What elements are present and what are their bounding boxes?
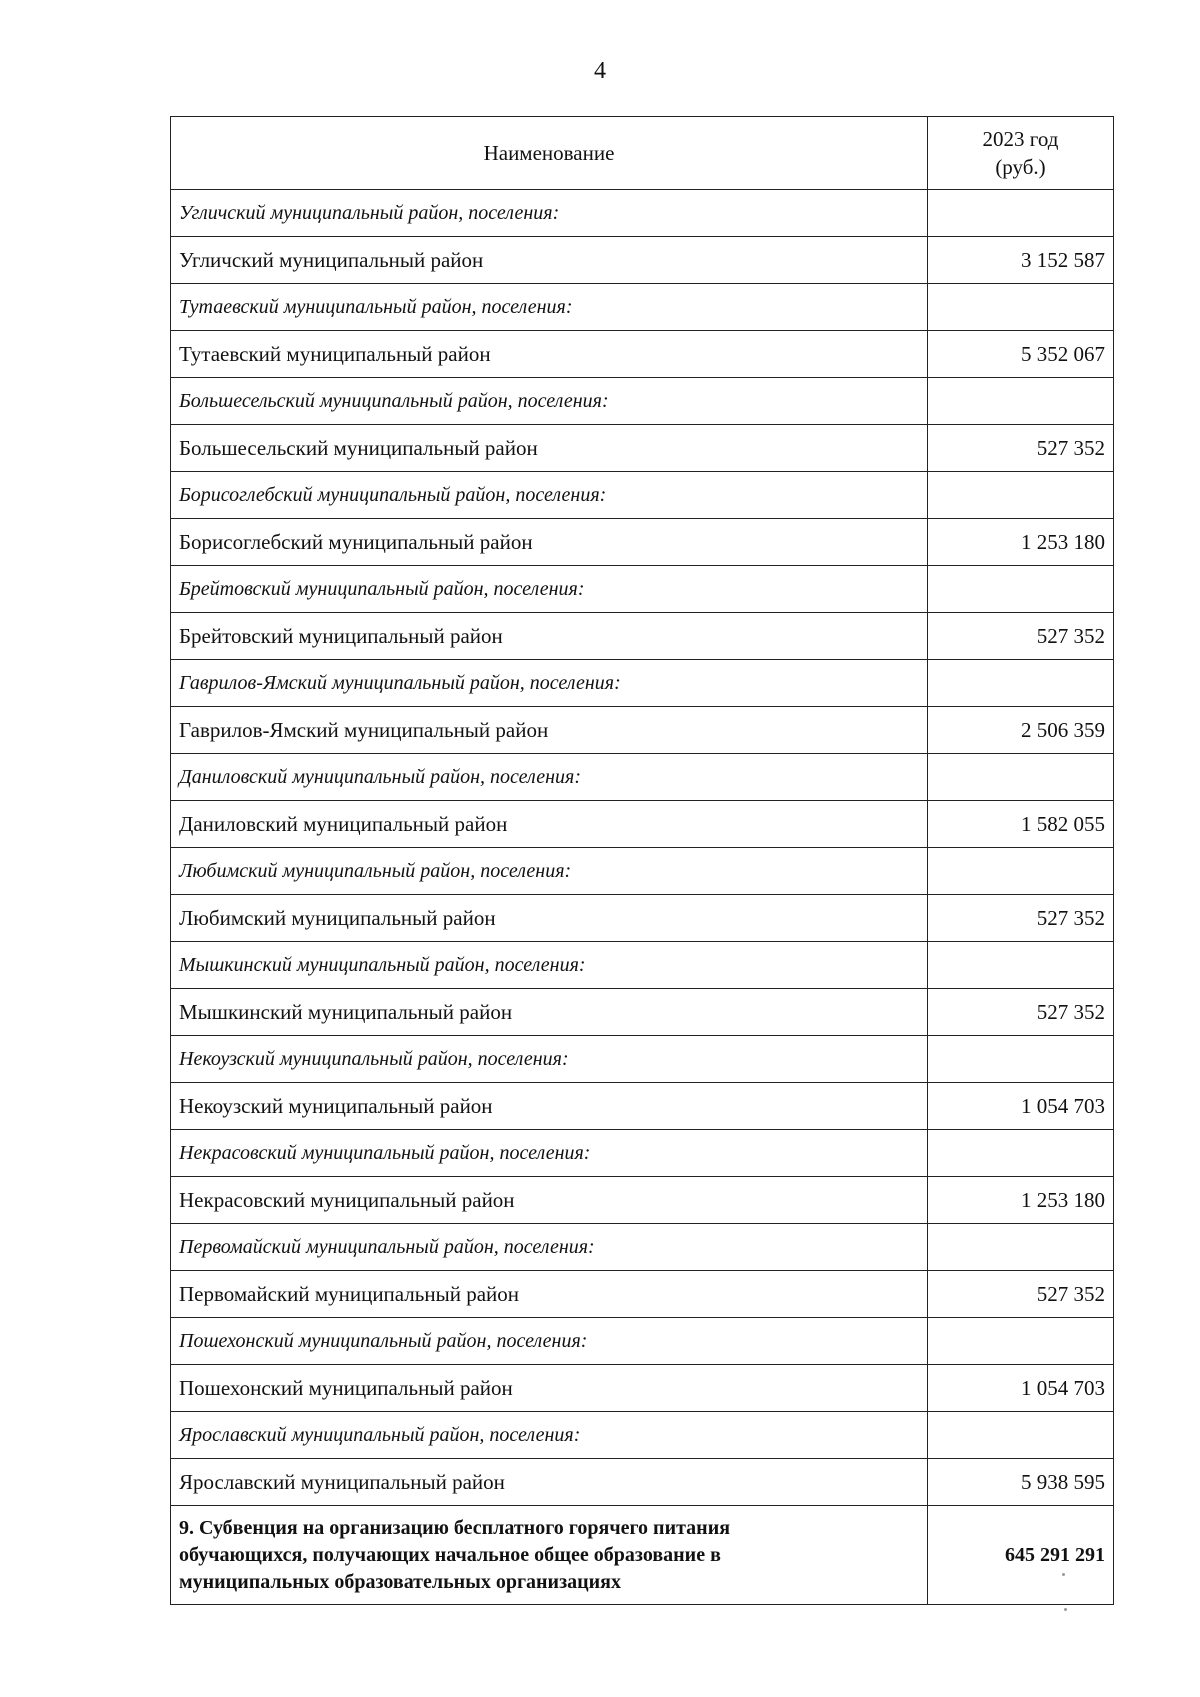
district-name: Тутаевский муниципальный район <box>171 331 928 378</box>
column-header-year <box>928 117 1114 190</box>
group-label: Первомайский муниципальный район, поселения: <box>171 1224 928 1271</box>
district-name: Даниловский муниципальный район <box>171 801 928 848</box>
district-name: Некоузский муниципальный район <box>171 1083 928 1130</box>
total-amount: 645 291 291 <box>928 1506 1114 1605</box>
district-amount: 1 054 703 <box>928 1083 1114 1130</box>
group-amount-empty <box>928 472 1114 519</box>
district-name: Мышкинский муниципальный район <box>171 989 928 1036</box>
district-amount: 5 938 595 <box>928 1459 1114 1506</box>
group-row <box>171 190 1114 237</box>
column-header-unit-label: (руб.) <box>995 155 1046 179</box>
group-amount-empty <box>928 566 1114 613</box>
total-row <box>171 1506 1114 1605</box>
total-label-line: муниципальных образовательных организациях <box>179 1570 621 1593</box>
group-row <box>171 284 1114 331</box>
district-name: Любимский муниципальный район <box>171 895 928 942</box>
group-label: Некрасовский муниципальный район, поселения: <box>171 1130 928 1177</box>
district-row <box>171 989 1114 1036</box>
district-amount: 1 253 180 <box>928 1177 1114 1224</box>
group-label: Ярославский муниципальный район, поселения: <box>171 1412 928 1459</box>
group-amount-empty <box>928 190 1114 237</box>
district-amount: 527 352 <box>928 1271 1114 1318</box>
group-row <box>171 942 1114 989</box>
district-amount: 1 253 180 <box>928 519 1114 566</box>
group-row <box>171 1130 1114 1177</box>
group-label: Мышкинский муниципальный район, поселения: <box>171 942 928 989</box>
group-label: Гаврилов-Ямский муниципальный район, поселения: <box>171 660 928 707</box>
group-label: Угличский муниципальный район, поселения: <box>171 190 928 237</box>
district-name: Некрасовский муниципальный район <box>171 1177 928 1224</box>
district-row <box>171 1177 1114 1224</box>
group-row <box>171 472 1114 519</box>
group-amount-empty <box>928 1130 1114 1177</box>
district-amount: 527 352 <box>928 425 1114 472</box>
district-row <box>171 237 1114 284</box>
district-name: Брейтовский муниципальный район <box>171 613 928 660</box>
district-name: Первомайский муниципальный район <box>171 1271 928 1318</box>
group-row <box>171 1412 1114 1459</box>
district-amount: 527 352 <box>928 613 1114 660</box>
group-amount-empty <box>928 1318 1114 1365</box>
district-name: Борисоглебский муниципальный район <box>171 519 928 566</box>
district-row <box>171 1365 1114 1412</box>
group-label: Даниловский муниципальный район, поселения: <box>171 754 928 801</box>
group-label: Тутаевский муниципальный район, поселения: <box>171 284 928 331</box>
group-row <box>171 566 1114 613</box>
group-amount-empty <box>928 848 1114 895</box>
column-header-name: Наименование <box>171 117 928 190</box>
district-row <box>171 895 1114 942</box>
district-name: Гаврилов-Ямский муниципальный район <box>171 707 928 754</box>
district-amount: 3 152 587 <box>928 237 1114 284</box>
district-row <box>171 1459 1114 1506</box>
group-row <box>171 1036 1114 1083</box>
group-amount-empty <box>928 1224 1114 1271</box>
subsidy-table <box>170 116 1114 1605</box>
table-body <box>171 190 1114 1506</box>
group-amount-empty <box>928 754 1114 801</box>
district-row <box>171 707 1114 754</box>
district-row <box>171 613 1114 660</box>
group-amount-empty <box>928 284 1114 331</box>
district-name: Большесельский муниципальный район <box>171 425 928 472</box>
group-label: Пошехонский муниципальный район, поселения: <box>171 1318 928 1365</box>
group-row <box>171 378 1114 425</box>
district-row <box>171 801 1114 848</box>
district-name: Ярославский муниципальный район <box>171 1459 928 1506</box>
column-header-year-label: 2023 год <box>982 127 1059 151</box>
total-label-line: обучающихся, получающих начальное общее образование в <box>179 1543 721 1566</box>
district-amount: 527 352 <box>928 895 1114 942</box>
group-amount-empty <box>928 1036 1114 1083</box>
scan-artifact-dot <box>1064 1608 1067 1611</box>
group-label: Некоузский муниципальный район, поселения: <box>171 1036 928 1083</box>
group-amount-empty <box>928 378 1114 425</box>
district-amount: 527 352 <box>928 989 1114 1036</box>
group-amount-empty <box>928 942 1114 989</box>
district-row <box>171 519 1114 566</box>
district-row <box>171 1271 1114 1318</box>
district-amount: 5 352 067 <box>928 331 1114 378</box>
group-row <box>171 848 1114 895</box>
group-row <box>171 754 1114 801</box>
group-row <box>171 1224 1114 1271</box>
table-header-row <box>171 117 1114 190</box>
district-name: Угличский муниципальный район <box>171 237 928 284</box>
district-amount: 1 054 703 <box>928 1365 1114 1412</box>
district-row <box>171 425 1114 472</box>
group-amount-empty <box>928 1412 1114 1459</box>
group-label: Борисоглебский муниципальный район, поселения: <box>171 472 928 519</box>
group-label: Большесельский муниципальный район, поселения: <box>171 378 928 425</box>
district-name: Пошехонский муниципальный район <box>171 1365 928 1412</box>
group-row <box>171 660 1114 707</box>
group-label: Брейтовский муниципальный район, поселения: <box>171 566 928 613</box>
district-row <box>171 331 1114 378</box>
group-row <box>171 1318 1114 1365</box>
total-label-line: 9. Субвенция на организацию бесплатного горячего питания <box>179 1516 731 1539</box>
district-amount: 1 582 055 <box>928 801 1114 848</box>
scan-artifact-dot <box>1062 1573 1065 1576</box>
page-number: 4 <box>594 58 606 84</box>
district-amount: 2 506 359 <box>928 707 1114 754</box>
group-amount-empty <box>928 660 1114 707</box>
total-label <box>171 1506 928 1605</box>
group-label: Любимский муниципальный район, поселения: <box>171 848 928 895</box>
district-row <box>171 1083 1114 1130</box>
